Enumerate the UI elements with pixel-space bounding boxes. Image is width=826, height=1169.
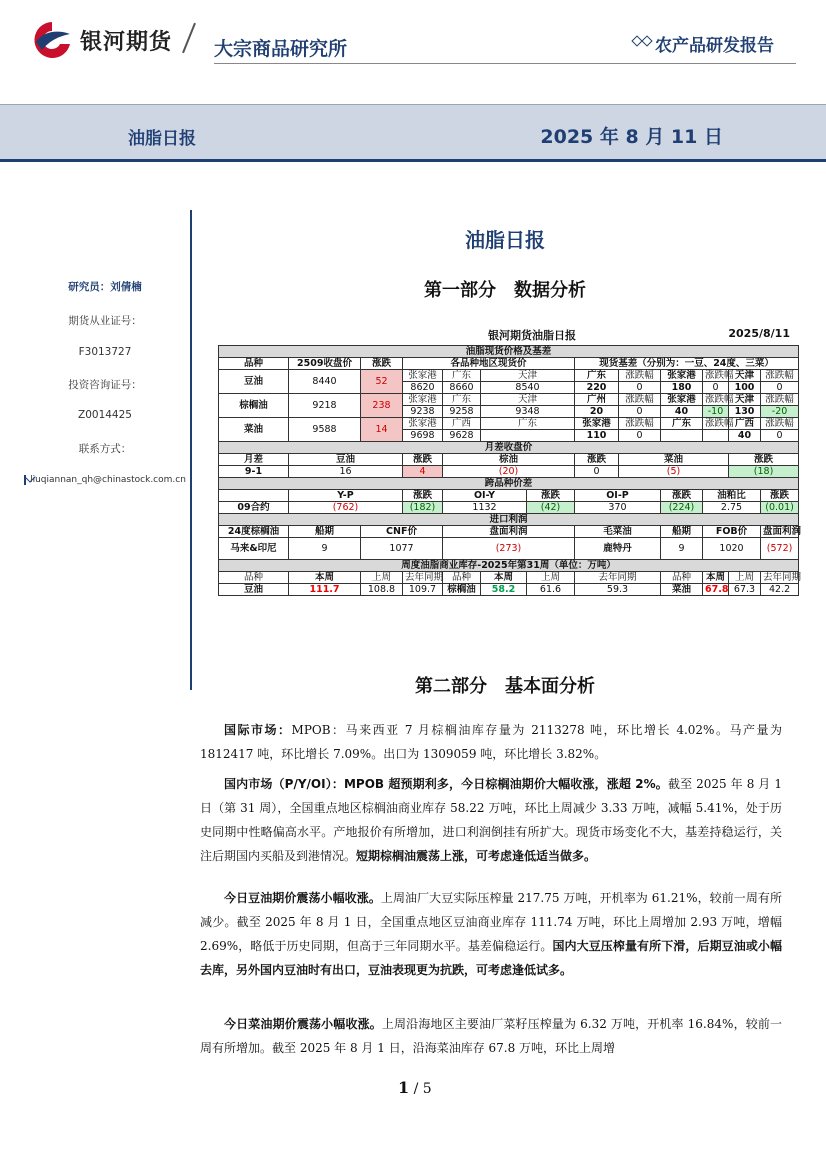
cell: 天津 xyxy=(729,394,761,406)
cell: 9348 xyxy=(481,406,575,418)
report-type: 农产品研发报告 xyxy=(655,31,774,56)
cell: 马来&印尼 xyxy=(219,538,289,560)
col-basis: 现货基差（分别为：一豆、24度、三菜） xyxy=(575,358,799,370)
cell: 9218 xyxy=(289,394,361,418)
cell xyxy=(703,430,729,442)
cell: 上周 xyxy=(527,572,575,584)
cell: 张家港 xyxy=(403,418,443,430)
cell: 61.6 xyxy=(527,584,575,596)
cell: 09合约 xyxy=(219,502,289,514)
cell: 豆油 xyxy=(219,584,289,596)
table-date: 2025/8/11 xyxy=(728,327,790,340)
row-soy: 豆油 xyxy=(219,370,289,394)
cell: 0 xyxy=(761,430,799,442)
cell: 9258 xyxy=(443,406,481,418)
cell: 天津 xyxy=(481,370,575,382)
cell: 上周 xyxy=(361,572,403,584)
cell: 370 xyxy=(575,502,661,514)
cell: 9238 xyxy=(403,406,443,418)
cell: 鹿特丹 xyxy=(575,538,661,560)
cell: 广东 xyxy=(575,370,619,382)
cell: 238 xyxy=(361,394,403,418)
cell: 船期 xyxy=(661,526,703,538)
cell: 20 xyxy=(575,406,619,418)
cell: 108.8 xyxy=(361,584,403,596)
cell: 涨跌幅 xyxy=(703,418,729,430)
cell: 180 xyxy=(661,382,703,394)
banner-date: 2025 年 8 月 11 日 xyxy=(540,126,723,148)
cell: 2.75 xyxy=(703,502,761,514)
cell: 品种 xyxy=(443,572,481,584)
cell: 广西 xyxy=(729,418,761,430)
cell: 菜油 xyxy=(619,454,729,466)
cell: (20) xyxy=(443,466,575,478)
row-palm: 棕榈油 xyxy=(219,394,289,418)
cell: 张家港 xyxy=(403,394,443,406)
col-close: 2509收盘价 xyxy=(289,358,361,370)
header-slash-divider xyxy=(182,23,196,53)
banner-rule xyxy=(0,159,826,162)
license-number: F3013727 xyxy=(78,346,132,358)
cell: 14 xyxy=(361,418,403,442)
cell: 42.2 xyxy=(761,584,799,596)
col-change: 涨跌 xyxy=(361,358,403,370)
cell: 1020 xyxy=(703,538,761,560)
cell: 9-1 xyxy=(219,466,289,478)
cell: 天津 xyxy=(481,394,575,406)
cell: 广州 xyxy=(575,394,619,406)
paragraph-rapeseed xyxy=(200,1012,782,1060)
header-rule xyxy=(214,63,796,64)
cell: CNF价 xyxy=(361,526,443,538)
para-text: 截至 2025 年 8 月 1 日（第 31 周），全国重点地区棕榈油商业库存 58.22 万吨，环比上周减少 3.33 万吨，减幅 5.41%，处于历史同期中性略偏高水平。产地报价有所增加，进口利润倒挂有所扩大。现货市场变化不大，基差持稳运行，关注后期国内买船及到港情况。 xyxy=(200,777,782,863)
part1-heading: 第一部分 数据分析 xyxy=(424,280,586,301)
brand-logo xyxy=(30,20,172,60)
page-total: 5 xyxy=(422,1081,432,1097)
cell: 本周 xyxy=(703,572,729,584)
cell: 8540 xyxy=(481,382,575,394)
cell: 盘面利润 xyxy=(443,526,575,538)
cell: 棕油 xyxy=(443,454,575,466)
cell: 张家港 xyxy=(403,370,443,382)
cell: 0 xyxy=(761,382,799,394)
consult-number: Z0014425 xyxy=(78,409,132,421)
cell: 品种 xyxy=(661,572,703,584)
consult-label: 投资咨询证号： xyxy=(68,379,142,391)
paragraph-soy xyxy=(200,886,782,982)
brand-name: 银河期货 xyxy=(80,29,173,55)
cell: 0 xyxy=(703,382,729,394)
cell: 16 xyxy=(289,466,403,478)
cell: 40 xyxy=(661,406,703,418)
cell: 船期 xyxy=(289,526,361,538)
contact-email[interactable]: liuqiannan_qh@chinastock.com.cn xyxy=(30,475,186,485)
cell: 0 xyxy=(619,406,661,418)
cell: 涨跌幅 xyxy=(619,370,661,382)
license-label: 期货从业证号： xyxy=(68,315,142,327)
cell: (224) xyxy=(661,502,703,514)
cell xyxy=(219,490,289,502)
cell: (18) xyxy=(729,466,799,478)
part2-heading: 第二部分 基本面分析 xyxy=(415,676,595,697)
section-import-profit: 进口利润 xyxy=(219,514,799,526)
cell: 8440 xyxy=(289,370,361,394)
paragraph-international xyxy=(200,718,782,766)
cell: 涨跌 xyxy=(575,454,619,466)
cell: (42) xyxy=(527,502,575,514)
cell: 涨跌幅 xyxy=(703,394,729,406)
para-conclusion: 国内大豆压榨量有所下滑，后期豆油或小幅去库，另外国内豆油时有出口，豆油表现更为抗跌，可考虑逢低试多。 xyxy=(200,939,782,977)
cell: 58.2 xyxy=(481,584,527,596)
cell: -10 xyxy=(703,406,729,418)
cell: 本周 xyxy=(289,572,361,584)
cell: 菜油 xyxy=(661,584,703,596)
cell: 67.3 xyxy=(729,584,761,596)
cell: 52 xyxy=(361,370,403,394)
page-number xyxy=(398,1078,432,1097)
row-rapeseed: 菜油 xyxy=(219,418,289,442)
section-spot: 油脂现货价格及基差 xyxy=(219,346,799,358)
cell: (273) xyxy=(443,538,575,560)
contact-label: 联系方式： xyxy=(78,443,132,455)
galaxy-logo-icon xyxy=(30,20,74,60)
cell: 111.7 xyxy=(289,584,361,596)
page-sep: / xyxy=(409,1081,423,1097)
cell: 涨跌 xyxy=(729,454,799,466)
cell: 8660 xyxy=(443,382,481,394)
cell: 盘面利润 xyxy=(761,526,799,538)
cell: 广东 xyxy=(481,418,575,430)
cell: (572) xyxy=(761,538,799,560)
cell: 品种 xyxy=(219,572,289,584)
para-conclusion: 短期棕榈油震荡上涨，可考虑逢低适当做多。 xyxy=(356,849,597,863)
cell: 0 xyxy=(619,382,661,394)
cell: 涨跌 xyxy=(661,490,703,502)
cell: 9 xyxy=(661,538,703,560)
cell: 涨跌 xyxy=(403,490,443,502)
cell: 67.8 xyxy=(703,584,729,596)
cell: 9 xyxy=(289,538,361,560)
col-spot: 各品种地区现货价 xyxy=(403,358,575,370)
cell: 棕榈油 xyxy=(443,584,481,596)
cell: Y-P xyxy=(289,490,403,502)
cell: (182) xyxy=(403,502,443,514)
cell: 0 xyxy=(575,466,619,478)
para-lead: 今日豆油期价震荡小幅收涨。 xyxy=(224,891,381,905)
cell: OI-P xyxy=(575,490,661,502)
cell: 涨跌 xyxy=(761,490,799,502)
section-cross-spread: 跨品种价差 xyxy=(219,478,799,490)
cell: 涨跌幅 xyxy=(761,394,799,406)
cell: 9628 xyxy=(443,430,481,442)
cell: 40 xyxy=(729,430,761,442)
cell: 涨跌幅 xyxy=(619,418,661,430)
para-text: 上周沿海地区主要油厂菜籽压榨量为 6.32 万吨，开机率 16.84%，较前一周有所增加。截至 2025 年 8 月 1 日，沿海菜油库存 67.8 万吨，环比上周增 xyxy=(200,1017,782,1055)
cell: 110 xyxy=(575,430,619,442)
cell: 220 xyxy=(575,382,619,394)
cell: 张家港 xyxy=(661,394,703,406)
cell: 豆油 xyxy=(289,454,403,466)
oil-daily-table xyxy=(218,345,802,596)
para-lead: 今日菜油期价震荡小幅收涨。 xyxy=(224,1017,382,1031)
cell: 59.3 xyxy=(575,584,661,596)
cell: 广东 xyxy=(443,370,481,382)
sidebar-divider xyxy=(190,210,192,690)
cell: 1132 xyxy=(443,502,527,514)
cell: 天津 xyxy=(729,370,761,382)
cell: 毛菜油 xyxy=(575,526,661,538)
cell: -20 xyxy=(761,406,799,418)
cell: 张家港 xyxy=(661,370,703,382)
cell: 1077 xyxy=(361,538,443,560)
cell: 月差 xyxy=(219,454,289,466)
cell: 上周 xyxy=(729,572,761,584)
para-lead: 国际市场： xyxy=(224,723,292,737)
cell: 24度棕榈油 xyxy=(219,526,289,538)
cell: 涨跌 xyxy=(527,490,575,502)
cell: 涨跌 xyxy=(403,454,443,466)
cell: 130 xyxy=(729,406,761,418)
cell: 9698 xyxy=(403,430,443,442)
cell: 0 xyxy=(619,430,661,442)
table-title: 银河期货油脂日报 xyxy=(488,329,576,342)
cell: 去年同期 xyxy=(575,572,661,584)
para-text: 上周油厂大豆实际压榨量 217.75 万吨，开机率为 61.21%，较前一周有所减少。截至 2025 年 8 月 1 日，全国重点地区豆油商业库存 111.74 万吨，环比上周增加 2.93 万吨，增幅 2.69%，略低于历史同期，但高于三年同期水平。基差偏稳运行。 xyxy=(200,891,782,953)
cell: FOB价 xyxy=(703,526,761,538)
cell xyxy=(481,430,575,442)
cell: 去年同期 xyxy=(761,572,799,584)
researcher-name: 研究员：刘倩楠 xyxy=(68,281,142,293)
cell: 广东 xyxy=(661,418,703,430)
cell: (762) xyxy=(289,502,403,514)
para-lead: 国内市场（P/Y/OI）：MPOB 超预期利多，今日棕榈油期价大幅收涨，涨超 2%。 xyxy=(224,777,668,791)
cell: 广东 xyxy=(443,394,481,406)
banner-title: 油脂日报 xyxy=(128,129,196,149)
section-weekly-stock: 周度油脂商业库存-2025年第31周（单位：万吨） xyxy=(219,560,799,572)
cell: 张家港 xyxy=(575,418,619,430)
section-month-spread: 月差收盘价 xyxy=(219,442,799,454)
cell xyxy=(661,430,703,442)
cell: 4 xyxy=(403,466,443,478)
cell: 涨跌幅 xyxy=(619,394,661,406)
cell: 9588 xyxy=(289,418,361,442)
contact-email-row[interactable] xyxy=(25,475,185,485)
email-icon xyxy=(24,475,26,485)
page-title: 油脂日报 xyxy=(465,228,545,252)
cell: 涨跌幅 xyxy=(703,370,729,382)
cell: 109.7 xyxy=(403,584,443,596)
cell: (5) xyxy=(619,466,729,478)
institute-name: 大宗商品研究所 xyxy=(214,38,348,60)
cell: 去年同期 xyxy=(403,572,443,584)
col-product: 品种 xyxy=(219,358,289,370)
cell: 8620 xyxy=(403,382,443,394)
paragraph-domestic-palm xyxy=(200,772,782,868)
cell: 100 xyxy=(729,382,761,394)
cell: 油粕比 xyxy=(703,490,761,502)
cell: OI-Y xyxy=(443,490,527,502)
cell: 广西 xyxy=(443,418,481,430)
cell: (0.01) xyxy=(761,502,799,514)
cell: 涨跌幅 xyxy=(761,418,799,430)
page-current: 1 xyxy=(398,1078,410,1097)
cell: 本周 xyxy=(481,572,527,584)
cell: 涨跌幅 xyxy=(761,370,799,382)
para-text: MPOB：马来西亚 7 月棕榈油库存量为 2113278 吨，环比增长 4.02%。马产量为 1812417 吨，环比增长 7.09%。出口为 1309059 吨，环比增长 3.82%。 xyxy=(200,723,782,761)
